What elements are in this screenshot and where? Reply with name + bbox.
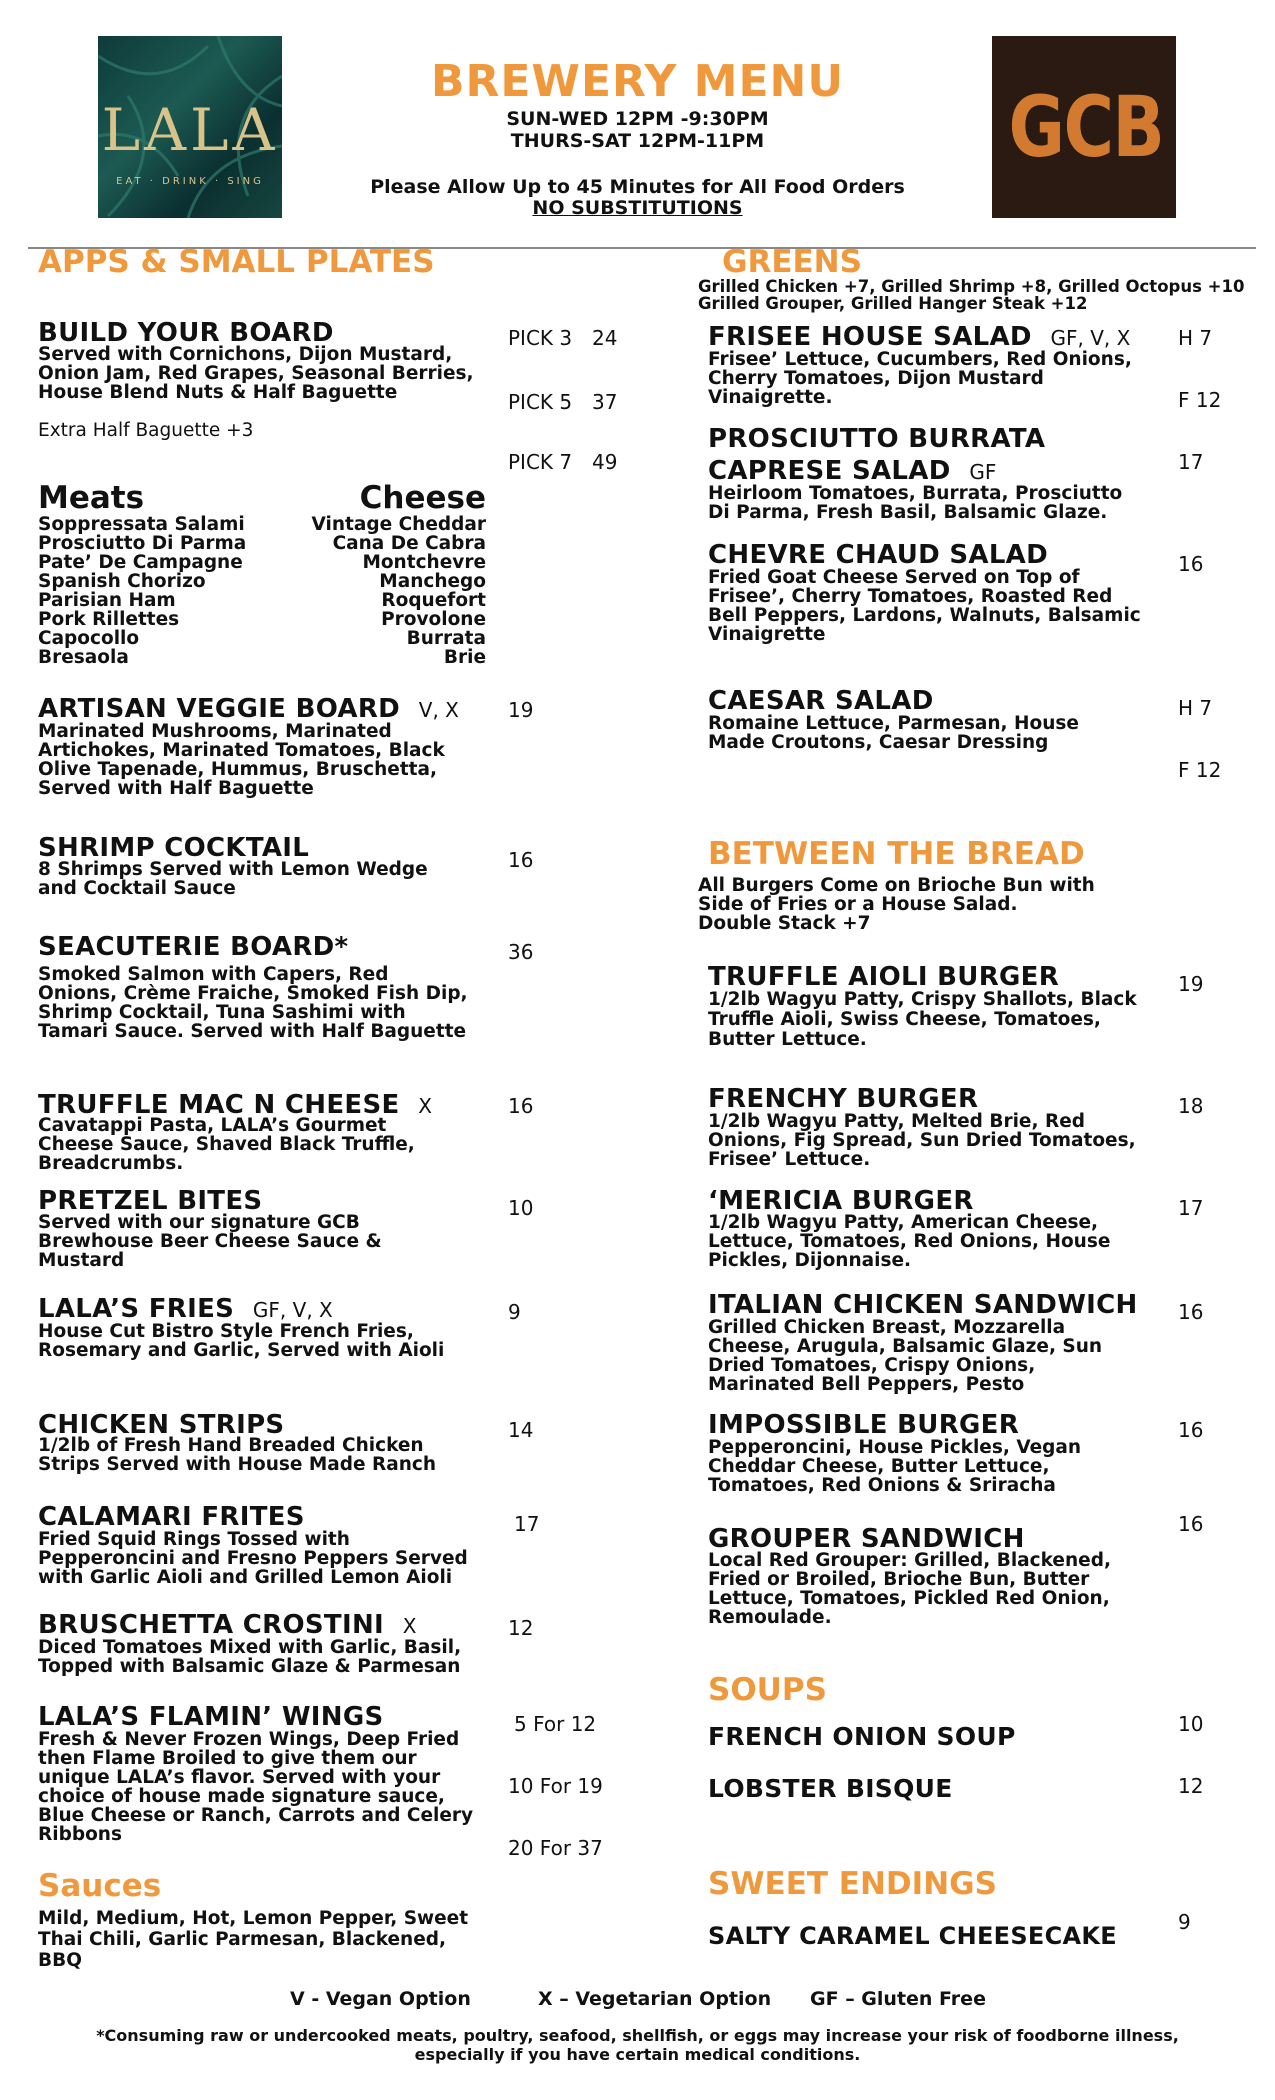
price-truffle-aioli-burger: 19 bbox=[1178, 972, 1204, 996]
desc-mericia-burger: 1/2lb Wagyu Patty, American Cheese, Lettuce, Tomatoes, Red Onions, House Pickles, Dijonnaise. bbox=[708, 1212, 1111, 1271]
extra-baguette: Extra Half Baguette +3 bbox=[38, 420, 254, 441]
item-grouper-sandwich: GROUPER SANDWICH bbox=[708, 1524, 1025, 1554]
desc-truffle-mac: Cavatappi Pasta, LALA’s Gourmet Cheese Sauce, Shaved Black Truffle, Breadcrumbs. bbox=[38, 1115, 415, 1174]
desc-flamin-wings: Fresh & Never Frozen Wings, Deep Fried then Flame Broiled to give them our unique LALA’s flavor. Served with your choice of house made signature sauce, Blue Cheese or Ranch, Carrots and Celery Ribbons bbox=[38, 1729, 474, 1845]
pick-3-label: PICK 3 bbox=[508, 326, 573, 350]
price-caesar-half: H 7 bbox=[1178, 696, 1213, 720]
item-italian-chicken: ITALIAN CHICKEN SANDWICH bbox=[708, 1290, 1138, 1320]
list-item: Capocollo bbox=[38, 628, 140, 649]
item-flamin-wings: LALA’S FLAMIN’ WINGS bbox=[38, 1702, 384, 1732]
item-caprese-salad: CAPRESE SALAD GF bbox=[708, 456, 997, 486]
lala-logo-text: LALA bbox=[101, 96, 279, 164]
desc-bruschetta-crostini: Diced Tomatoes Mixed with Garlic, Basil, Topped with Balsamic Glaze & Parmesan bbox=[38, 1637, 462, 1677]
desc-impossible-burger: Pepperoncini, House Pickles, Vegan Cheddar Cheese, Butter Lettuce, Tomatoes, Red Onions & Sriracha bbox=[708, 1437, 1082, 1496]
desc-caesar-salad: Romaine Lettuce, Parmesan, House Made Croutons, Caesar Dressing bbox=[708, 713, 1079, 753]
meats-heading: Meats bbox=[38, 480, 145, 516]
item-chicken-strips: CHICKEN STRIPS bbox=[38, 1410, 285, 1440]
hours-thu-sat: THURS-SAT 12PM-11PM bbox=[510, 130, 765, 152]
section-greens-title: GREENS bbox=[722, 244, 862, 280]
price-mericia-burger: 17 bbox=[1178, 1196, 1204, 1220]
no-substitutions: NO SUBSTITUTIONS bbox=[532, 197, 743, 219]
sauces-heading: Sauces bbox=[38, 1868, 162, 1904]
pick-7-price: 49 bbox=[592, 450, 618, 474]
desc-chicken-strips: 1/2lb of Fresh Hand Breaded Chicken Strips Served with House Made Ranch bbox=[38, 1435, 437, 1475]
price-lalas-fries: 9 bbox=[508, 1300, 521, 1324]
desc-truffle-aioli-burger: 1/2lb Wagyu Patty, Crispy Shallots, Black Truffle Aioli, Swiss Cheese, Tomatoes, Butter Lettuce. bbox=[708, 989, 1137, 1050]
item-mericia-burger: ‘MERICIA BURGER bbox=[708, 1186, 974, 1216]
desc-lalas-fries: House Cut Bistro Style French Fries, Rosemary and Garlic, Served with Aioli bbox=[38, 1321, 445, 1361]
price-truffle-mac: 16 bbox=[508, 1094, 534, 1118]
disclaimer-line-2: especially if you have certain medical conditions. bbox=[414, 2045, 861, 2064]
desc-sauces: Mild, Medium, Hot, Lemon Pepper, Sweet Thai Chili, Garlic Parmesan, Blackened, BBQ bbox=[38, 1908, 469, 1971]
price-impossible-burger: 16 bbox=[1178, 1418, 1204, 1442]
desc-veggie-board: Marinated Mushrooms, Marinated Artichokes, Marinated Tomatoes, Black Olive Tapenade, Hummus, Bruschetta, Served with Half Baguette bbox=[38, 721, 445, 799]
menu-title: BREWERY MENU bbox=[430, 56, 845, 107]
desc-pretzel-bites: Served with our signature GCB Brewhouse Beer Cheese Sauce & Mustard bbox=[38, 1212, 382, 1271]
desc-frisee-salad: Frisee’ Lettuce, Cucumbers, Red Onions, Cherry Tomatoes, Dijon Mustard Vinaigrette. bbox=[708, 349, 1132, 408]
item-shrimp-cocktail: SHRIMP COCKTAIL bbox=[38, 833, 310, 863]
bread-intro: All Burgers Come on Brioche Bun with Side of Fries or a House Salad. Double Stack +7 bbox=[698, 875, 1095, 934]
list-item: Pate’ De Campagne bbox=[38, 552, 243, 573]
item-seacuterie-board: SEACUTERIE BOARD* bbox=[38, 932, 349, 962]
pick-5-label: PICK 5 bbox=[508, 390, 573, 414]
section-bread-title: BETWEEN THE BREAD bbox=[708, 836, 1085, 872]
list-item: Provolone bbox=[381, 609, 486, 630]
list-item: Manchego bbox=[379, 571, 486, 592]
meats-list bbox=[38, 515, 246, 667]
legend-gluten-free: GF – Gluten Free bbox=[810, 1988, 986, 2010]
item-lobster-bisque: LOBSTER BISQUE bbox=[708, 1774, 953, 1803]
list-item: Bresaola bbox=[38, 647, 129, 668]
list-item: Vintage Cheddar bbox=[311, 514, 486, 535]
price-wings-10: 10 For 19 bbox=[508, 1774, 603, 1798]
list-item: Burrata bbox=[406, 628, 486, 649]
price-chicken-strips: 14 bbox=[508, 1418, 534, 1442]
cheese-heading: Cheese bbox=[359, 480, 486, 516]
item-frisee-salad: FRISEE HOUSE SALAD GF, V, X bbox=[708, 322, 1131, 352]
section-apps-title: APPS & SMALL PLATES bbox=[38, 244, 435, 280]
item-truffle-mac: TRUFFLE MAC N CHEESE X bbox=[38, 1090, 432, 1120]
price-french-onion-soup: 10 bbox=[1178, 1712, 1204, 1736]
list-item: Spanish Chorizo bbox=[38, 571, 206, 592]
price-italian-chicken: 16 bbox=[1178, 1300, 1204, 1324]
price-caesar-full: F 12 bbox=[1178, 758, 1222, 782]
list-item: Cana De Cabra bbox=[332, 533, 486, 554]
legend-vegetarian: X – Vegetarian Option bbox=[538, 1988, 772, 2010]
item-french-onion-soup: FRENCH ONION SOUP bbox=[708, 1722, 1016, 1751]
gcb-logo-text: GCB bbox=[1008, 78, 1164, 176]
price-grouper-sandwich: 16 bbox=[1178, 1512, 1204, 1536]
price-frisee-full: F 12 bbox=[1178, 388, 1222, 412]
item-chevre-salad: CHEVRE CHAUD SALAD bbox=[708, 540, 1048, 570]
price-frisee-half: H 7 bbox=[1178, 326, 1213, 350]
desc-chevre-salad: Fried Goat Cheese Served on Top of Frisee’, Cherry Tomatoes, Roasted Red Bell Peppers, Lardons, Walnuts, Balsamic Vinaigrette bbox=[708, 567, 1141, 645]
greens-addons: Grilled Chicken +7, Grilled Shrimp +8, Grilled Octopus +10 Grilled Grouper, Grilled Hanger Steak +12 bbox=[698, 277, 1245, 313]
pick-7-label: PICK 7 bbox=[508, 450, 573, 474]
desc-caprese-salad: Heirloom Tomatoes, Burrata, Prosciutto Di Parma, Fresh Basil, Balsamic Glaze. bbox=[708, 483, 1123, 523]
item-prosciutto-burrata: PROSCIUTTO BURRATA bbox=[708, 424, 1046, 454]
desc-frenchy-burger: 1/2lb Wagyu Patty, Melted Brie, Red Onions, Fig Spread, Sun Dried Tomatoes, Frisee’ Lettuce. bbox=[708, 1111, 1136, 1170]
hours-sun-wed: SUN-WED 12PM -9:30PM bbox=[506, 108, 769, 130]
item-board-desc: Served with Cornichons, Dijon Mustard, Onion Jam, Red Grapes, Seasonal Berries, House Blend Nuts & Half Baguette bbox=[38, 344, 474, 403]
list-item: Pork Rillettes bbox=[38, 609, 180, 630]
cheese-list bbox=[262, 515, 486, 667]
desc-seacuterie-board: Smoked Salmon with Capers, Red Onions, Crème Fraiche, Smoked Fish Dip, Shrimp Cocktail, Tuna Sashimi with Tamari Sauce. Served with Half Baguette bbox=[38, 964, 468, 1042]
price-shrimp-cocktail: 16 bbox=[508, 848, 534, 872]
list-item: Brie bbox=[443, 647, 486, 668]
list-item: Montchevre bbox=[362, 552, 486, 573]
price-wings-5: 5 For 12 bbox=[514, 1712, 597, 1736]
desc-calamari-frites: Fried Squid Rings Tossed with Pepperoncini and Fresno Peppers Served with Garlic Aioli and Grilled Lemon Aioli bbox=[38, 1529, 468, 1588]
item-lalas-fries: LALA’S FRIES GF, V, X bbox=[38, 1294, 333, 1324]
item-bruschetta-crostini: BRUSCHETTA CROSTINI X bbox=[38, 1610, 417, 1640]
list-item: Prosciutto Di Parma bbox=[38, 533, 247, 554]
price-wings-20: 20 For 37 bbox=[508, 1836, 603, 1860]
desc-shrimp-cocktail: 8 Shrimps Served with Lemon Wedge and Cocktail Sauce bbox=[38, 859, 428, 899]
pick-3-price: 24 bbox=[592, 326, 618, 350]
section-soups-title: SOUPS bbox=[708, 1672, 827, 1708]
item-calamari-frites: CALAMARI FRITES bbox=[38, 1502, 305, 1532]
item-truffle-aioli-burger: TRUFFLE AIOLI BURGER bbox=[708, 962, 1060, 992]
price-veggie-board: 19 bbox=[508, 698, 534, 722]
item-salty-caramel-cheesecake: SALTY CARAMEL CHEESECAKE bbox=[708, 1922, 1118, 1950]
item-build-your-board: BUILD YOUR BOARD bbox=[38, 318, 334, 348]
price-caprese-salad: 17 bbox=[1178, 450, 1204, 474]
desc-grouper-sandwich: Local Red Grouper: Grilled, Blackened, Fried or Broiled, Brioche Bun, Butter Lettuce, Tomatoes, Pickled Red Onion, Remoulade. bbox=[708, 1550, 1111, 1628]
price-bruschetta-crostini: 12 bbox=[508, 1616, 534, 1640]
item-pretzel-bites: PRETZEL BITES bbox=[38, 1186, 263, 1216]
desc-italian-chicken: Grilled Chicken Breast, Mozzarella Cheese, Arugula, Balsamic Glaze, Sun Dried Tomatoes, Crispy Onions, Marinated Bell Peppers, Pesto bbox=[708, 1317, 1103, 1395]
pick-5-price: 37 bbox=[592, 390, 618, 414]
price-salty-caramel-cheesecake: 9 bbox=[1178, 1910, 1191, 1934]
disclaimer-line-1: *Consuming raw or undercooked meats, poultry, seafood, shellfish, or eggs may increase your risk of foodborne illness, bbox=[96, 2026, 1179, 2045]
item-frenchy-burger: FRENCHY BURGER bbox=[708, 1084, 979, 1114]
section-sweet-title: SWEET ENDINGS bbox=[708, 1866, 997, 1902]
price-calamari-frites: 17 bbox=[514, 1512, 540, 1536]
item-impossible-burger: IMPOSSIBLE BURGER bbox=[708, 1410, 1020, 1440]
list-item: Parisian Ham bbox=[38, 590, 176, 611]
price-pretzel-bites: 10 bbox=[508, 1196, 534, 1220]
item-veggie-board: ARTISAN VEGGIE BOARD V, X bbox=[38, 694, 459, 724]
price-seacuterie-board: 36 bbox=[508, 940, 534, 964]
lala-logo-tagline: EAT · DRINK · SING bbox=[116, 176, 264, 187]
list-item: Soppressata Salami bbox=[38, 514, 245, 535]
list-item: Roquefort bbox=[381, 590, 486, 611]
order-notice: Please Allow Up to 45 Minutes for All Food Orders bbox=[370, 176, 905, 198]
price-frenchy-burger: 18 bbox=[1178, 1094, 1204, 1118]
legend-vegan: V - Vegan Option bbox=[290, 1988, 471, 2010]
price-chevre-salad: 16 bbox=[1178, 552, 1204, 576]
price-lobster-bisque: 12 bbox=[1178, 1774, 1204, 1798]
item-caesar-salad: CAESAR SALAD bbox=[708, 686, 934, 716]
